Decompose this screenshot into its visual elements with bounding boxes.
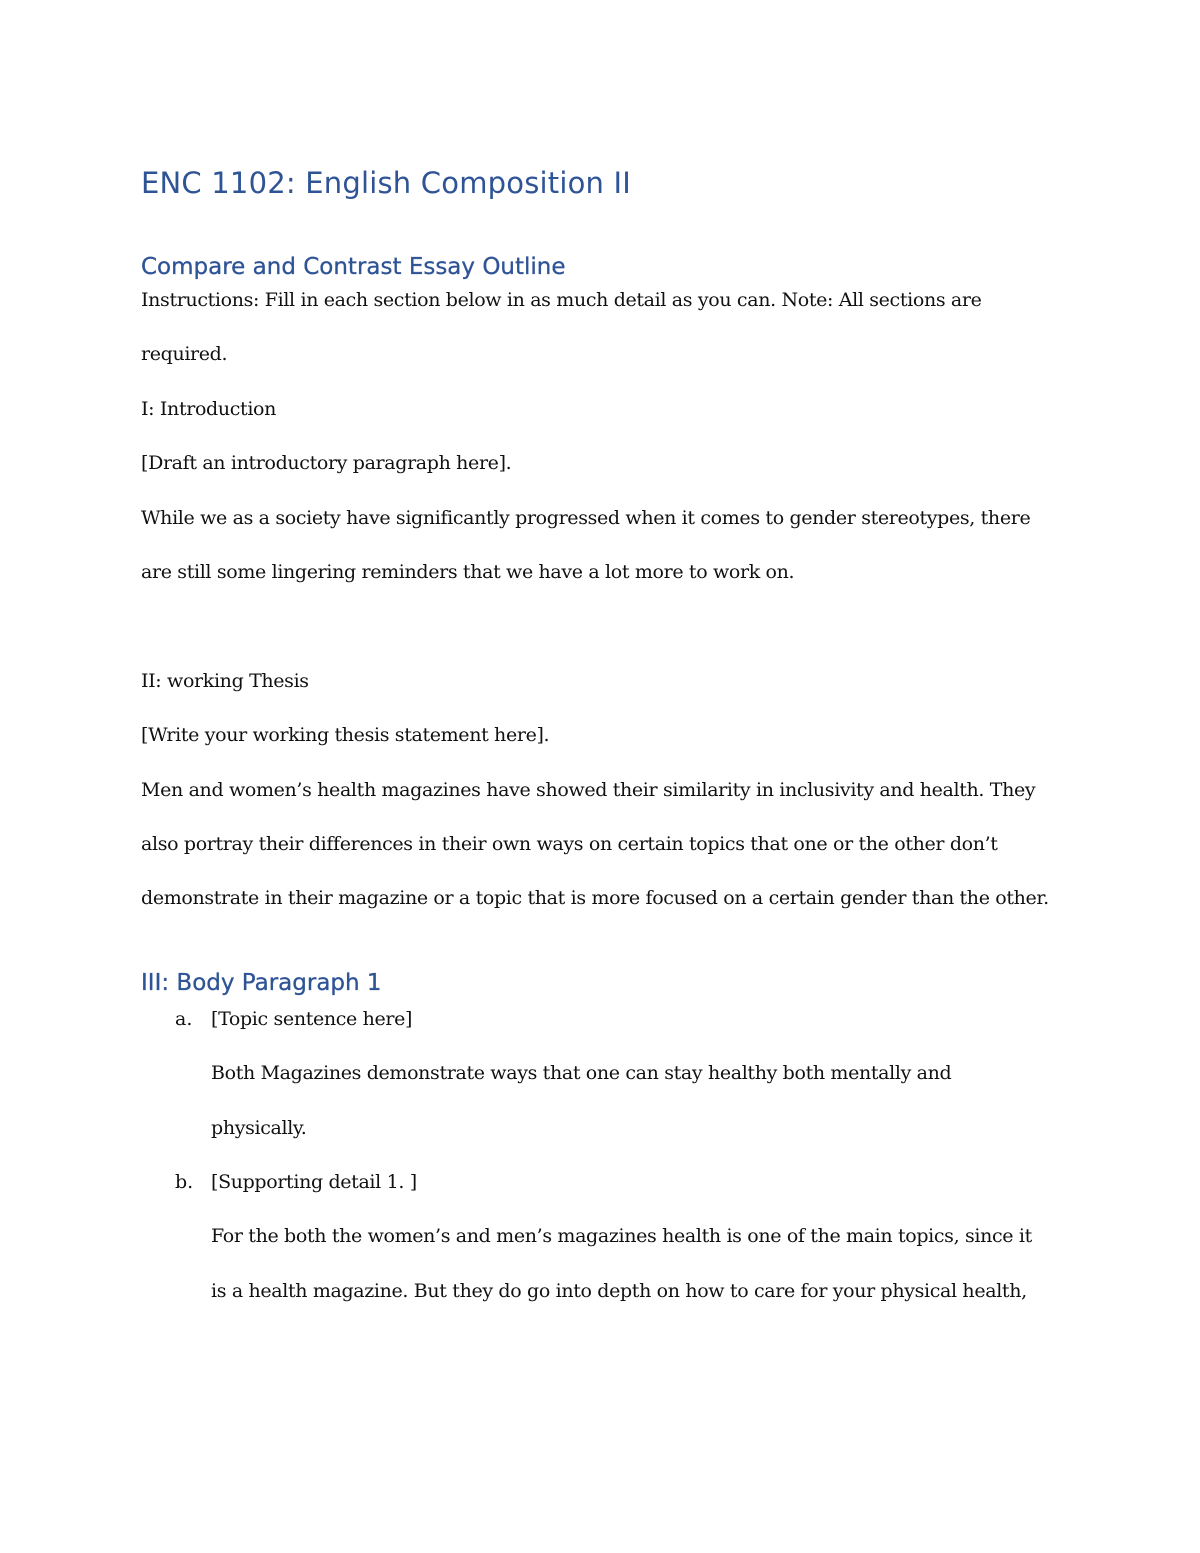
list-item-label: [Topic sentence here]: [211, 1007, 413, 1030]
blank-line: [141, 599, 1061, 653]
list-item-text-line: For the both the women’s and men’s magazines health is one of the main topics, since it: [211, 1225, 1032, 1248]
intro-prompt: [Draft an introductory paragraph here].: [141, 452, 512, 475]
document-content: [141, 160, 1061, 1318]
list-item-text-line: Both Magazines demonstrate ways that one can stay healthy both mentally and: [211, 1062, 952, 1085]
thesis-prompt: [Write your working thesis statement here].: [141, 724, 550, 747]
body-paragraph-1-heading: III: Body Paragraph 1: [141, 969, 382, 996]
list-item-text-line: physically.: [211, 1116, 307, 1139]
thesis-heading: II: working Thesis: [141, 669, 309, 692]
intro-text-line: While we as a society have significantly progressed when it comes to gender stereotypes, there: [141, 506, 1031, 529]
instructions-line-1: Instructions: Fill in each section below in as much detail as you can. Note: All sections are: [141, 289, 982, 311]
list-item-text-line: is a health magazine. But they do go into depth on how to care for your physical health,: [211, 1279, 1027, 1302]
list-marker: a.: [175, 1007, 193, 1030]
thesis-text-line: demonstrate in their magazine or a topic that is more focused on a certain gender than the other.: [141, 887, 1049, 910]
list-item: [141, 1155, 1061, 1318]
list-marker: b.: [175, 1171, 194, 1194]
instructions-line-2: required.: [141, 343, 228, 366]
thesis-text-line: Men and women’s health magazines have showed their similarity in inclusivity and health. They: [141, 778, 1036, 801]
list-item-label: [Supporting detail 1. ]: [211, 1171, 417, 1194]
intro-heading: I: Introduction: [141, 397, 277, 420]
document-title: ENC 1102: English Composition II: [141, 166, 632, 200]
blank-line: [141, 926, 1061, 966]
list-item: [141, 992, 1061, 1155]
thesis-text-line: also portray their differences in their own ways on certain topics that one or the other don’t: [141, 833, 998, 856]
document-subtitle: Compare and Contrast Essay Outline: [141, 254, 566, 280]
intro-text-line: are still some lingering reminders that we have a lot more to work on.: [141, 561, 795, 584]
body-paragraph-1-list: [141, 992, 1061, 1318]
